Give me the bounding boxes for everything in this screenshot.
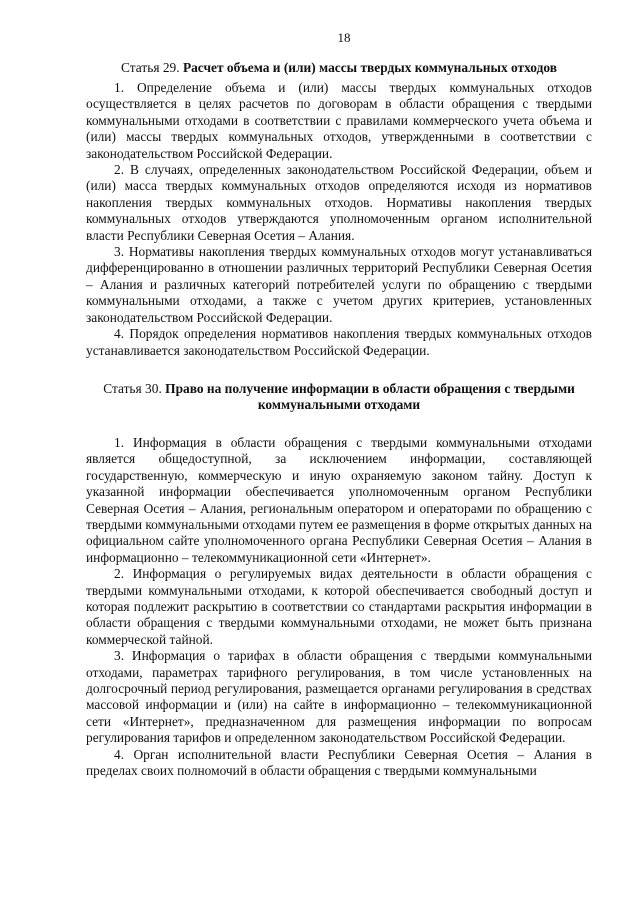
heading-gap — [86, 417, 592, 435]
article-29-heading — [86, 60, 592, 76]
article-29-paragraph-3: 3. Нормативы накопления твердых коммунальных отходов могут устанавливаться дифференцированно в отношении различных территорий Республики Северная Осетия – Алания и различных категорий потребителей услуги по обращению с твердыми коммунальными отходами, а также с учетом других критериев, установленных законодательством Российской Федерации. — [86, 244, 592, 325]
article-29-paragraph-1: 1. Определение объема и (или) массы твердых коммунальных отходов осуществляется в целях расчетов по договорам в области обращения с твердыми коммунальными отходами в соответствии с правилами коммерческого учета объема и (или) массы твердых коммунальных отходов, утвержденными в соответствии с законодательством Российской Федерации. — [86, 80, 592, 161]
article-29-number: Статья 29. — [121, 60, 180, 75]
article-30-heading — [86, 381, 592, 413]
section-gap — [86, 359, 592, 381]
article-29-paragraph-2: 2. В случаях, определенных законодательством Российской Федерации, объем и (или) масса твердых коммунальных отходов определяются исходя из нормативов накопления твердых коммунальных отходов. Нормативы накопления твердых коммунальных отходов утверждаются уполномоченным органом исполнительной власти Республики Северная Осетия – Алания. — [86, 162, 592, 243]
article-30-title: Право на получение информации в области обращения с твердыми коммунальными отходами — [165, 380, 575, 412]
article-30-paragraph-4: 4. Орган исполнительной власти Республики Северная Осетия – Алания в пределах своих полномочий в области обращения с твердыми коммунальными — [86, 746, 592, 779]
article-30-number: Статья 30. — [103, 380, 162, 396]
page-number: 18 — [337, 30, 351, 45]
article-29-paragraph-4: 4. Порядок определения нормативов накопления твердых коммунальных отходов устанавливается законодательством Российской Федерации. — [86, 326, 592, 358]
article-30-paragraph-3: 3. Информация о тарифах в области обращения с твердыми коммунальными отходами, параметрах тарифного регулирования, в том числе установленных на долгосрочный период регулирования, размещается органами регулирования в средствах массовой информации и (или) на сайте в информационно – телекоммуникационной сети «Интернет», предназначенном для размещения информации по вопросам регулирования тарифов и определенном законодательством Российской Федерации. — [86, 648, 592, 746]
article-30-paragraph-2: 2. Информация о регулируемых видах деятельности в области обращения с твердыми коммунальными отходами, к которой обеспечивается свободный доступ и которая подлежит раскрытию в соответствии со стандартами раскрытия информации в области обращения с твердыми коммунальными отходами, не может быть признана коммерческой тайной. — [86, 566, 592, 647]
article-30-paragraph-1: 1. Информация в области обращения с твердыми коммунальными отходами является общедоступной, за исключением информации, составляющей государственную, коммерческую и иную охраняемую законом тайну. Доступ к указанной информации обеспечивается уполномоченным органом Республики Северная Осетия – Алания, региональным оператором и операторами по обращению с твердыми коммунальными отходами путем ее размещения в форме открытых данных на официальном сайте уполномоченного органа Республики Северная Осетия – Алания в информационно – телекоммуникационной сети «Интернет». — [86, 434, 592, 565]
article-29-title: Расчет объема и (или) массы твердых коммунальных отходов — [182, 60, 557, 75]
